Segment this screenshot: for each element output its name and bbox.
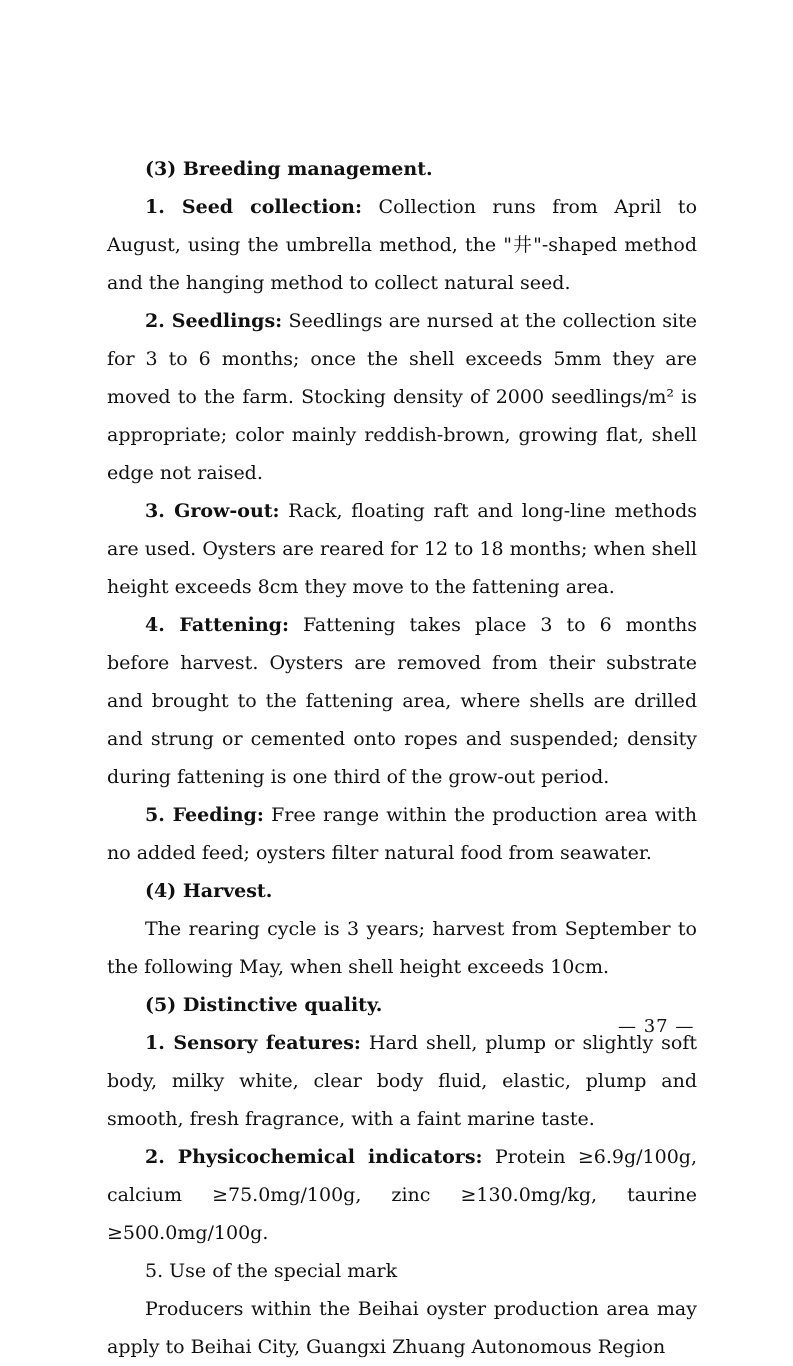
item-label: 2. Physicochemical indicators: xyxy=(145,1146,483,1168)
item-text: Seedlings are nursed at the collection site for 3 to 6 months; once the shell exceeds 5mm they are moved to the farm. Stocking density of 2000 seedlings/m² is appropriate; color mainly reddish-brown, growing flat, shell edge not raised. xyxy=(107,310,697,484)
item-text: Rack, floating raft and long-line methods are used. Oysters are reared for 12 to 18 months; when shell height exceeds 8cm they move to the fattening area. xyxy=(107,500,697,598)
item-text: Collection runs from April to August, using the umbrella method, the "井"-shaped method and the hanging method to collect natural seed. xyxy=(107,196,698,294)
document-page xyxy=(107,150,697,1366)
item-text: Protein ≥6.9g/100g, calcium ≥75.0mg/100g, zinc ≥130.0mg/kg, taurine ≥500.0mg/100g. xyxy=(107,1146,697,1244)
item-label: 2. Seedlings: xyxy=(145,310,283,332)
item-label: 5. Feeding: xyxy=(145,804,264,826)
sensory-paragraph xyxy=(107,1024,697,1138)
item-label: 3. Grow-out: xyxy=(145,500,280,522)
special-mark-paragraph: Producers within the Beihai oyster production area may apply to Beihai City, Guangxi Zhuang Autonomous Region xyxy=(107,1298,697,1358)
item-label: 4. Fattening: xyxy=(145,614,289,636)
harvest-paragraph: The rearing cycle is 3 years; harvest from September to the following May, when shell height exceeds 10cm. xyxy=(107,918,697,978)
special-mark-heading: 5. Use of the special mark xyxy=(145,1260,398,1282)
item-label: 1. Seed collection: xyxy=(145,196,363,218)
item-text: Fattening takes place 3 to 6 months before harvest. Oysters are removed from their substrate and brought to the fattening area, where shells are drilled and strung or cemented onto ropes and suspended; density during fattening is one third of the grow-out period. xyxy=(107,614,697,788)
grow-out-paragraph xyxy=(107,492,697,606)
seedling-paragraph xyxy=(107,302,697,492)
item-label: 1. Sensory features: xyxy=(145,1032,361,1054)
physicochemical-paragraph xyxy=(107,1138,697,1252)
harvest-heading: (4) Harvest. xyxy=(145,880,273,902)
breeding-management-heading: (3) Breeding management. xyxy=(145,158,433,180)
quality-heading: (5) Distinctive quality. xyxy=(145,994,383,1016)
item-text: Free range within the production area with no added feed; oysters filter natural food from seawater. xyxy=(107,804,697,864)
item-text: Hard shell, plump or slightly soft body, milky white, clear body fluid, elastic, plump and smooth, fresh fragrance, with a faint marine taste. xyxy=(107,1032,698,1130)
fattening-paragraph xyxy=(107,606,697,796)
seed-collection-paragraph xyxy=(107,188,697,302)
feeding-paragraph xyxy=(107,796,697,872)
page-number: — 37 — xyxy=(618,1016,695,1037)
